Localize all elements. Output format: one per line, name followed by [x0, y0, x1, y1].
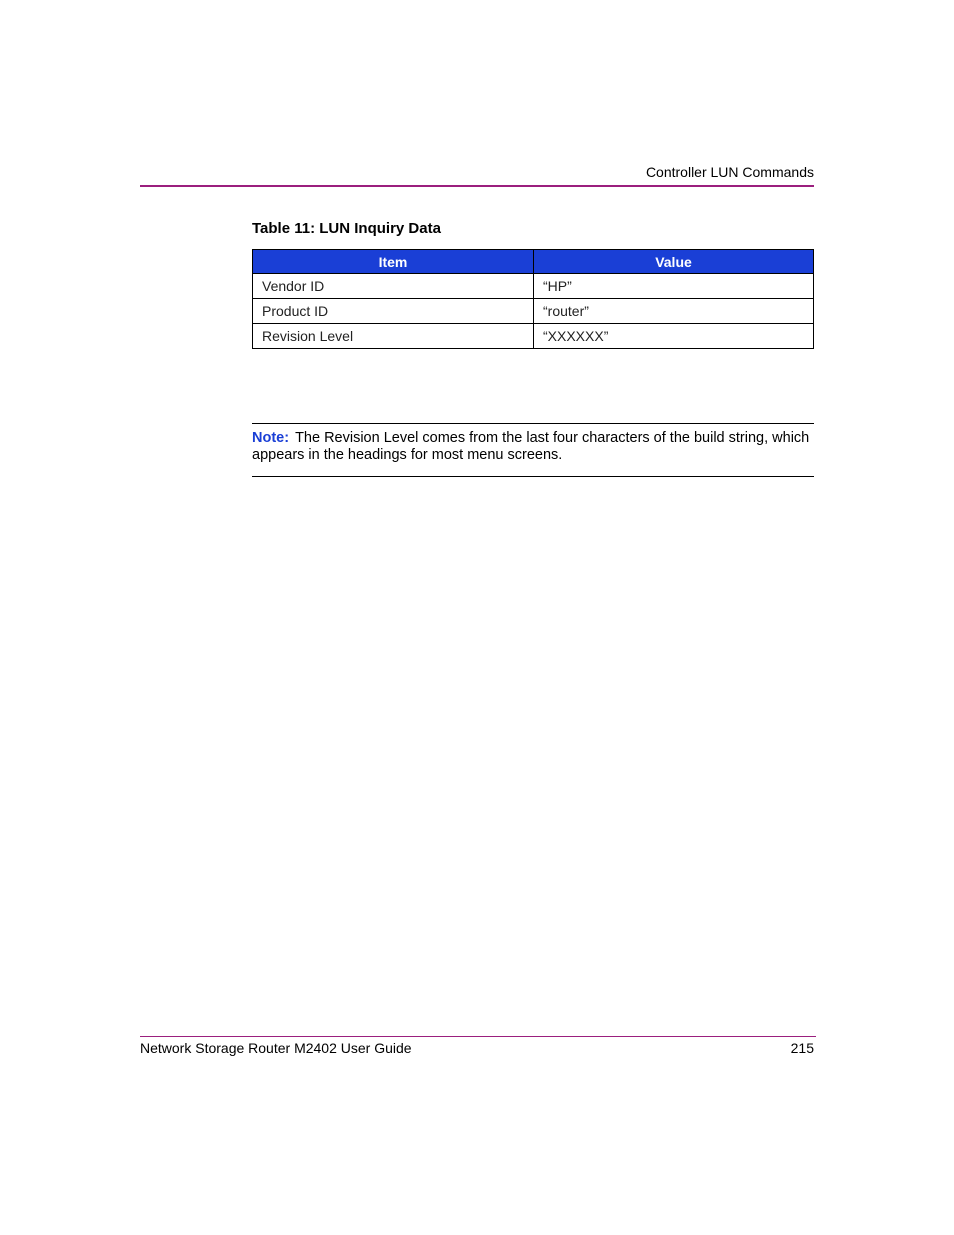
- column-header-value: Value: [534, 250, 814, 274]
- table-caption: Table 11: LUN Inquiry Data: [252, 220, 441, 237]
- table-row: [253, 324, 814, 349]
- table-header-row: [253, 250, 814, 274]
- note-block: [252, 430, 814, 464]
- note-label: Note:: [252, 430, 290, 446]
- table-cell-item: Product ID: [253, 299, 534, 324]
- table-row: [253, 274, 814, 299]
- table-cell-item: Vendor ID: [253, 274, 534, 299]
- table-cell-item: Revision Level: [253, 324, 534, 349]
- table-row: [253, 299, 814, 324]
- note-text: The Revision Level comes from the last four characters of the build string, which appears in the headings for most menu screens.: [252, 430, 810, 463]
- note-rule-bottom: [252, 476, 814, 477]
- header-rule: [140, 185, 814, 187]
- lun-inquiry-table: [252, 249, 814, 349]
- table-cell-value: “router”: [534, 299, 814, 324]
- running-head: Controller LUN Commands: [645, 164, 814, 180]
- column-header-item: Item: [253, 250, 534, 274]
- footer-page-number: 215: [790, 1040, 814, 1056]
- note-rule-top: [252, 423, 814, 424]
- footer-rule: [140, 1036, 816, 1037]
- table-cell-value: “HP”: [534, 274, 814, 299]
- footer-book-title: Network Storage Router M2402 User Guide: [140, 1040, 412, 1056]
- table-cell-value: “XXXXXX”: [534, 324, 814, 349]
